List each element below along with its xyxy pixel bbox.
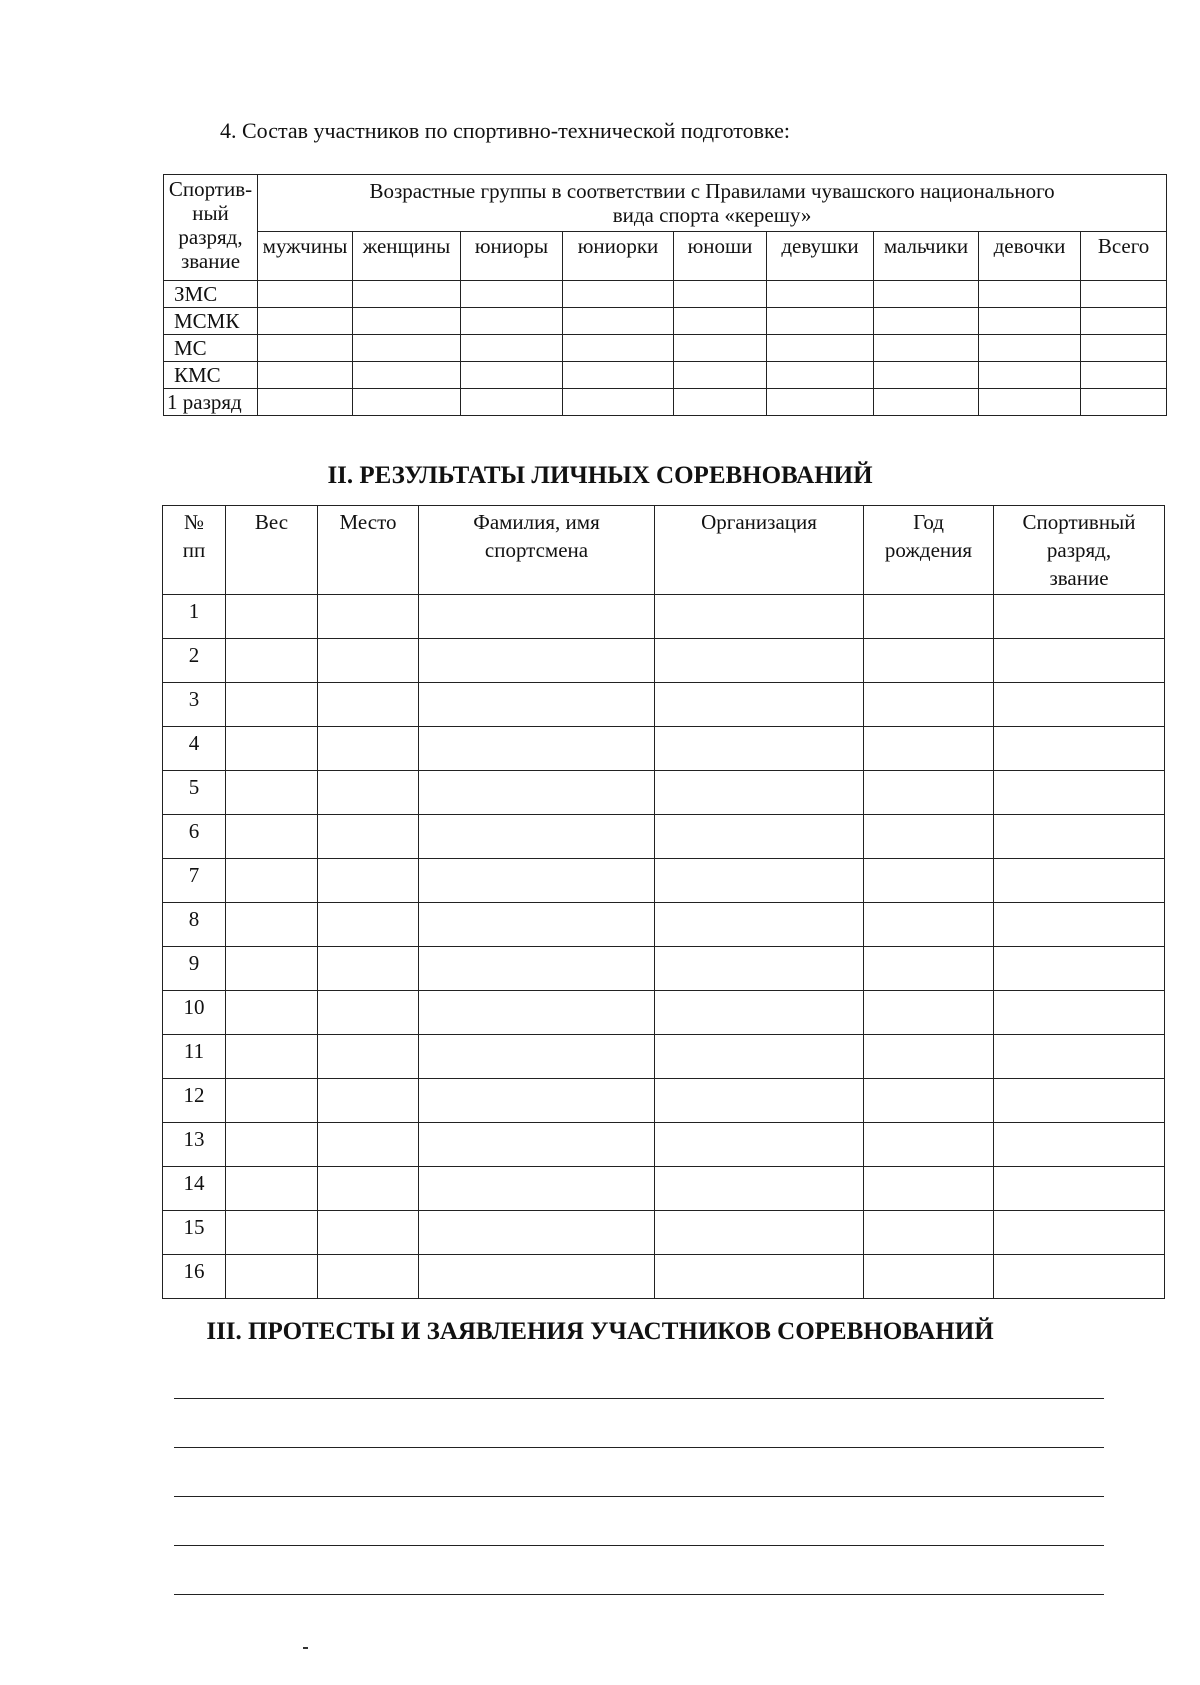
column-header: юниорки [563,232,674,281]
blank-line [174,1496,1104,1497]
table-cell [767,335,874,362]
table-cell [864,859,994,903]
table-cell [767,389,874,416]
section3-title: III. ПРОТЕСТЫ И ЗАЯВЛЕНИЯ УЧАСТНИКОВ СОРЕВНОВАНИЙ [206,1318,994,1345]
table-row [163,947,1165,991]
header-line: разряд, [1046,538,1112,562]
row-number: 5 [163,771,226,815]
table-cell [767,308,874,335]
column-header-birth-year [864,506,994,595]
header-line: Место [339,510,397,534]
blank-line [174,1398,1104,1399]
column-header: девушки [767,232,874,281]
table-cell [655,1079,864,1123]
rank-cell: МСМК [164,308,258,335]
table-cell [655,903,864,947]
table-cell [353,362,461,389]
table-cell [461,362,563,389]
table-row [164,389,1167,416]
rank-header-line: звание [180,249,241,273]
table-cell [563,308,674,335]
table-cell [674,389,767,416]
table-cell [419,727,655,771]
table-cell [318,727,419,771]
table-cell [994,991,1165,1035]
header-row [164,175,1167,232]
table-cell [655,1123,864,1167]
table-row [163,1167,1165,1211]
table-cell [655,947,864,991]
row-number: 10 [163,991,226,1035]
section2-title: II. РЕЗУЛЬТАТЫ ЛИЧНЫХ СОРЕВНОВАНИЙ [327,462,873,489]
table-cell [979,335,1081,362]
rank-header-line: ный [192,201,229,225]
row-number: 1 [163,595,226,639]
table-cell [258,362,353,389]
age-groups-header-cell [258,175,1167,232]
table-cell [226,771,318,815]
table-cell [864,1123,994,1167]
rank-cell: 1 разряд [164,389,258,416]
table-cell [419,1035,655,1079]
header-line: спортсмена [484,538,589,562]
row-number: 4 [163,727,226,771]
table-cell [994,1123,1165,1167]
table-cell [979,362,1081,389]
table-cell [419,639,655,683]
blank-line [174,1545,1104,1546]
table-cell [461,335,563,362]
table-row [163,595,1165,639]
table-cell [874,308,979,335]
blank-line [174,1447,1104,1448]
table-row [163,991,1165,1035]
row-number: 3 [163,683,226,727]
table-cell [318,1079,419,1123]
row-number: 6 [163,815,226,859]
table-cell [994,683,1165,727]
table-cell [864,639,994,683]
table-cell [563,362,674,389]
table-cell [994,1255,1165,1299]
table-cell [864,727,994,771]
table-cell [258,281,353,308]
row-number: 15 [163,1211,226,1255]
table-cell [655,771,864,815]
table-cell [419,815,655,859]
rank-cell: КМС [164,362,258,389]
age-groups-header-line: вида спорта «керешу» [612,203,812,227]
table-cell [1081,308,1167,335]
row-number: 11 [163,1035,226,1079]
table-cell [864,1079,994,1123]
personal-results-table [162,505,1165,1299]
table-cell [655,1035,864,1079]
table-cell [674,362,767,389]
table-cell [318,947,419,991]
table-cell [419,771,655,815]
table-cell [979,308,1081,335]
table-cell [226,595,318,639]
table-cell [419,991,655,1035]
table-cell [419,1167,655,1211]
table-row [164,281,1167,308]
column-header: Всего [1081,232,1167,281]
table-cell [563,389,674,416]
rank-cell: ЗМС [164,281,258,308]
table-cell [419,683,655,727]
rank-header-cell [164,175,258,281]
header-line: Год [913,510,944,534]
table-cell [874,281,979,308]
table-cell [655,1211,864,1255]
table-cell [1081,281,1167,308]
header-line: рождения [884,538,973,562]
table-cell [461,389,563,416]
scan-speck [303,1647,308,1649]
table-cell [979,389,1081,416]
table-cell [318,859,419,903]
table-cell [318,595,419,639]
header-row [163,506,1165,595]
column-header: юниоры [461,232,563,281]
table-cell [318,1035,419,1079]
table-cell [655,727,864,771]
table-cell [318,991,419,1035]
table-cell [419,1211,655,1255]
row-number: 16 [163,1255,226,1299]
column-header-weight [226,506,318,595]
table-cell [864,1035,994,1079]
column-header-athlete-name [419,506,655,595]
column-header: мальчики [874,232,979,281]
age-groups-header-line: Возрастные группы в соответствии с Правилами чувашского национального [369,179,1055,203]
column-header-sport-rank [994,506,1165,595]
table-cell [1081,335,1167,362]
table-cell [461,308,563,335]
table-cell [226,991,318,1035]
table-cell [318,1167,419,1211]
table-cell [258,389,353,416]
table-row [163,903,1165,947]
table-cell [226,859,318,903]
table-cell [258,335,353,362]
table-cell [318,1123,419,1167]
column-header: юноши [674,232,767,281]
table-cell [318,1255,419,1299]
column-header-number [163,506,226,595]
table-cell [994,859,1165,903]
table-cell [864,815,994,859]
table-row [164,335,1167,362]
table-cell [864,903,994,947]
table-cell [874,335,979,362]
blank-line [174,1594,1104,1595]
table-row [163,1123,1165,1167]
table-cell [226,815,318,859]
table-cell [226,903,318,947]
section4-title: 4. Состав участников по спортивно-технической подготовке: [220,118,791,143]
table-cell [994,1167,1165,1211]
table-cell [419,1255,655,1299]
header-line: Фамилия, имя [473,510,600,534]
table-cell [419,595,655,639]
table-cell [419,1079,655,1123]
table-row [163,1035,1165,1079]
table-cell [655,1167,864,1211]
table-cell [655,639,864,683]
table-cell [674,335,767,362]
rank-header-line: разряд, [178,225,243,249]
table-cell [864,595,994,639]
table-cell [353,308,461,335]
table-cell [994,727,1165,771]
table-cell [226,1167,318,1211]
table-cell [318,815,419,859]
table-cell [767,281,874,308]
table-cell [994,903,1165,947]
row-number: 14 [163,1167,226,1211]
table-cell [226,1211,318,1255]
header-line: Спортивный [1022,510,1136,534]
table-cell [563,335,674,362]
column-header: женщины [353,232,461,281]
table-cell [655,595,864,639]
table-cell [864,683,994,727]
table-cell [864,947,994,991]
table-cell [1081,389,1167,416]
row-number: 8 [163,903,226,947]
table-cell [258,308,353,335]
table-cell [994,947,1165,991]
table-cell [461,281,563,308]
table-row [163,639,1165,683]
header-line: Организация [701,510,817,534]
column-header: мужчины [258,232,353,281]
participants-composition-table [163,174,1167,416]
table-cell [226,947,318,991]
table-cell [674,308,767,335]
table-cell [994,639,1165,683]
table-cell [994,1035,1165,1079]
table-cell [994,595,1165,639]
column-header: девочки [979,232,1081,281]
header-line: Вес [254,510,289,534]
table-cell [226,639,318,683]
table-cell [563,281,674,308]
table-row [163,815,1165,859]
table-cell [226,1079,318,1123]
table-cell [767,362,874,389]
table-row [163,727,1165,771]
table-row [163,683,1165,727]
row-number: 13 [163,1123,226,1167]
table-cell [655,859,864,903]
table-cell [655,1255,864,1299]
table-cell [994,1211,1165,1255]
table-cell [864,1167,994,1211]
table-cell [864,771,994,815]
table-cell [419,1123,655,1167]
column-header-organization [655,506,864,595]
header-line: пп [182,538,206,562]
table-cell [864,991,994,1035]
table-row [163,1255,1165,1299]
table-row [163,1079,1165,1123]
table-cell [655,815,864,859]
table-cell [994,815,1165,859]
row-number: 9 [163,947,226,991]
table-cell [226,1035,318,1079]
table-cell [226,1123,318,1167]
table-cell [655,991,864,1035]
column-header-place [318,506,419,595]
table-cell [874,389,979,416]
table-cell [318,1211,419,1255]
table-cell [674,281,767,308]
table-cell [979,281,1081,308]
table-cell [353,389,461,416]
table-cell [419,859,655,903]
table-row [163,1211,1165,1255]
table-row [163,859,1165,903]
table-cell [874,362,979,389]
table-cell [318,683,419,727]
results-body [163,595,1165,1299]
table-cell [864,1211,994,1255]
table-row [164,308,1167,335]
table-cell [226,727,318,771]
row-number: 2 [163,639,226,683]
table-cell [994,1079,1165,1123]
header-line: № [183,510,205,534]
table-cell [318,903,419,947]
table-cell [353,281,461,308]
header-line: звание [1049,566,1109,590]
table-cell [1081,362,1167,389]
table-cell [419,947,655,991]
table-cell [994,771,1165,815]
table-cell [419,903,655,947]
table-cell [318,639,419,683]
table-cell [655,683,864,727]
table-cell [226,683,318,727]
table-row [163,771,1165,815]
table-cell [318,771,419,815]
rank-cell: МС [164,335,258,362]
row-number: 7 [163,859,226,903]
table-cell [864,1255,994,1299]
table-cell [353,335,461,362]
row-number: 12 [163,1079,226,1123]
rank-header-line: Спортив- [168,177,253,201]
subheader-row [164,232,1167,281]
table-row [164,362,1167,389]
table-cell [226,1255,318,1299]
